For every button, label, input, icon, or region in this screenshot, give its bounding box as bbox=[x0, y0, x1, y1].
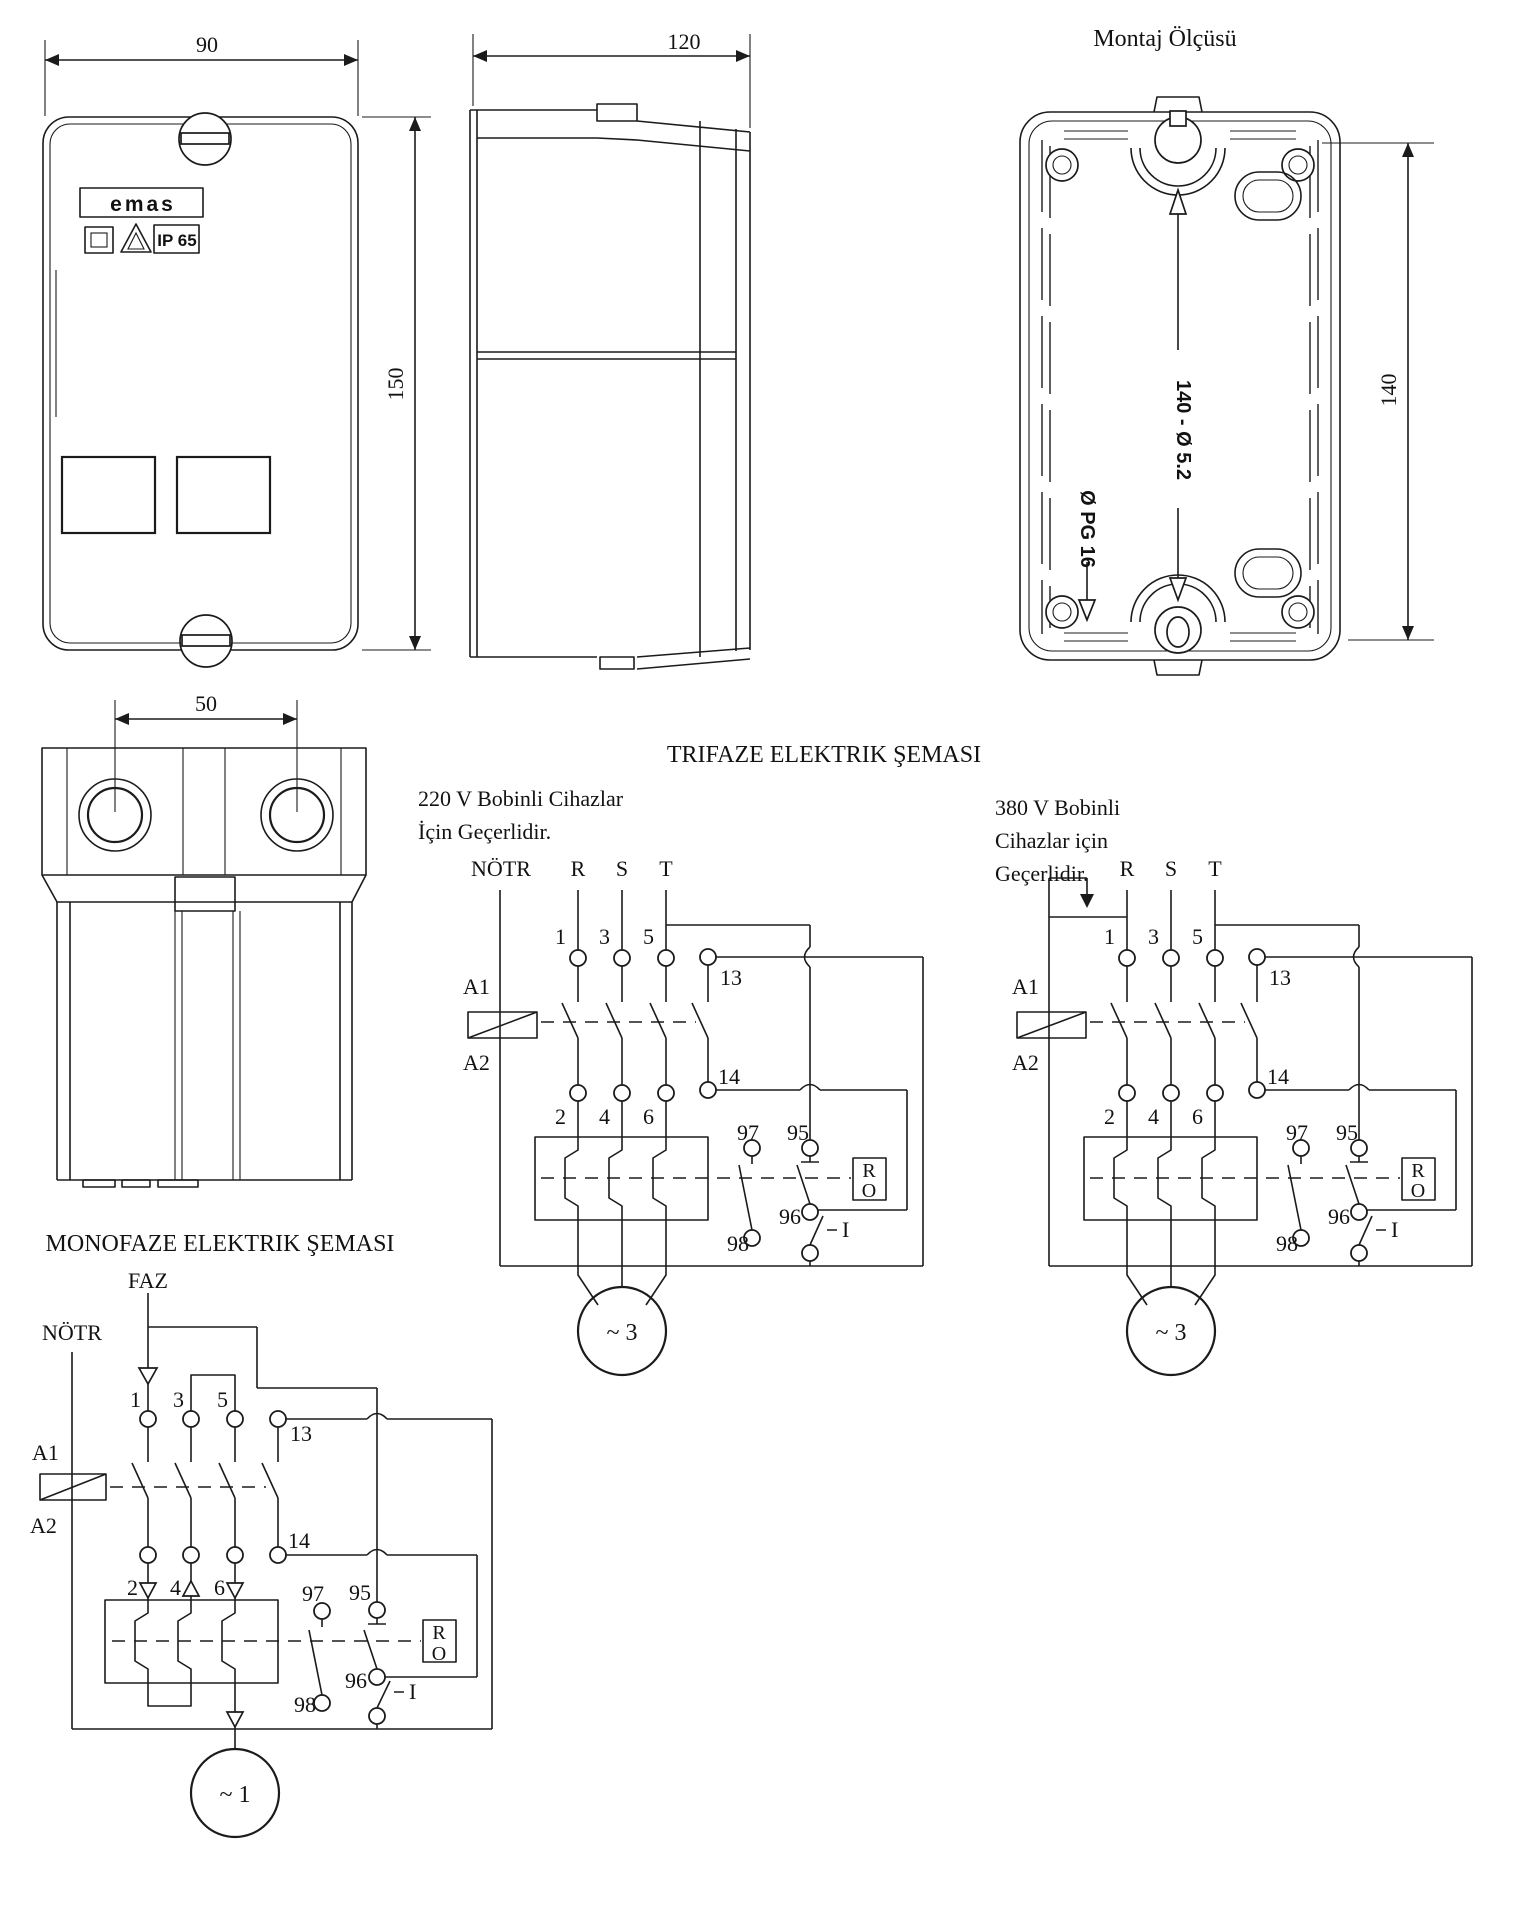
trifaze-title: TRIFAZE ELEKTRIK ŞEMASI bbox=[666, 742, 982, 768]
terminal-3 bbox=[1163, 950, 1179, 966]
hole-dim-arrow-up bbox=[1170, 190, 1186, 214]
note-line3: Geçerlidir. bbox=[995, 861, 1089, 886]
terminal-96 bbox=[369, 1669, 385, 1685]
feed-arrowhead bbox=[1080, 894, 1094, 908]
label-97: 97 bbox=[302, 1581, 324, 1606]
foot-tab bbox=[158, 1180, 198, 1187]
mounting-title: Montaj Ölçüsü bbox=[1093, 26, 1237, 52]
side-profile bbox=[470, 110, 750, 669]
triangle-icon bbox=[121, 224, 151, 252]
label-a1: A1 bbox=[1012, 974, 1039, 999]
terminal-4 bbox=[1163, 1085, 1179, 1101]
terminal-4 bbox=[614, 1085, 630, 1101]
reset-label: R bbox=[1411, 1160, 1425, 1182]
monofaze-schematic bbox=[30, 1268, 492, 1837]
wires bbox=[72, 1293, 492, 1749]
gland-spacing-dim: 50 bbox=[195, 691, 217, 716]
brand-logo: emas bbox=[110, 193, 176, 216]
label-start: I bbox=[409, 1679, 417, 1704]
label-3: 3 bbox=[173, 1387, 184, 1412]
note-line1: 380 V Bobinli bbox=[995, 795, 1121, 820]
mount-bottom-tab bbox=[1154, 660, 1202, 675]
terminal-5 bbox=[227, 1411, 243, 1427]
terminal-3 bbox=[614, 950, 630, 966]
terminal-6 bbox=[1207, 1085, 1223, 1101]
ip-rating: IP 65 bbox=[157, 231, 197, 250]
reset-label: R bbox=[862, 1160, 876, 1182]
terminal-4 bbox=[183, 1547, 199, 1563]
motor-feed-triangle bbox=[227, 1712, 243, 1727]
label-1: 1 bbox=[555, 924, 566, 949]
label-2: 2 bbox=[127, 1575, 138, 1600]
phase-s-label: S bbox=[1164, 856, 1178, 881]
front-view bbox=[43, 32, 431, 667]
terminal-1 bbox=[570, 950, 586, 966]
trifaze-380v-schematic bbox=[995, 795, 1472, 1375]
label-98: 98 bbox=[1276, 1231, 1298, 1256]
label-4: 4 bbox=[599, 1104, 610, 1129]
top-screw-slot bbox=[181, 133, 229, 144]
terminal-2 bbox=[140, 1547, 156, 1563]
mount-holes-dim: 140 - Ø 5.2 bbox=[1172, 379, 1194, 481]
label-96: 96 bbox=[1328, 1204, 1350, 1229]
stop-label: O bbox=[431, 1643, 447, 1665]
terminal-96 bbox=[1351, 1204, 1367, 1220]
terminal-95 bbox=[369, 1602, 385, 1618]
link-triangle-6 bbox=[227, 1583, 243, 1598]
label-5: 5 bbox=[1192, 924, 1203, 949]
mount-top-screw-notch bbox=[1170, 111, 1186, 126]
link-triangle-2 bbox=[140, 1583, 156, 1598]
start-contact-terminal bbox=[802, 1245, 818, 1261]
terminal-3 bbox=[183, 1411, 199, 1427]
side-depth-dim: 120 bbox=[667, 29, 701, 54]
depth-dim-extensions bbox=[473, 34, 750, 128]
label-14: 14 bbox=[288, 1528, 310, 1553]
note-line1: 220 V Bobinli Cihazlar bbox=[418, 786, 624, 811]
gland-slot-top-inner bbox=[1243, 180, 1293, 212]
front-width-dim: 90 bbox=[196, 32, 218, 57]
terminal-14 bbox=[700, 1082, 716, 1098]
corner-boss bbox=[1046, 596, 1078, 628]
label-a2: A2 bbox=[1012, 1050, 1039, 1075]
terminal-2 bbox=[1119, 1085, 1135, 1101]
body-shoulders bbox=[42, 875, 366, 902]
label-14: 14 bbox=[1267, 1064, 1289, 1089]
corner-boss bbox=[1046, 149, 1078, 181]
terminal-13 bbox=[1249, 949, 1265, 965]
center-tab bbox=[175, 877, 235, 911]
label-13: 13 bbox=[1269, 965, 1291, 990]
coil-diagonal bbox=[40, 1474, 106, 1500]
neutral-label: NÖTR bbox=[42, 1320, 102, 1345]
label-5: 5 bbox=[217, 1387, 228, 1412]
label-6: 6 bbox=[1192, 1104, 1203, 1129]
label-3: 3 bbox=[599, 924, 610, 949]
terminal-5 bbox=[1207, 950, 1223, 966]
gland-arrow-down bbox=[1079, 600, 1095, 620]
gland-slot-bottom-inner bbox=[1243, 557, 1293, 589]
monofaze-title: MONOFAZE ELEKTRIK ŞEMASI bbox=[45, 1231, 395, 1257]
mount-bottom-screw-slot bbox=[1167, 617, 1189, 647]
label-2: 2 bbox=[1104, 1104, 1115, 1129]
terminal-14 bbox=[270, 1547, 286, 1563]
label-start: I bbox=[842, 1217, 850, 1242]
label-a2: A2 bbox=[30, 1513, 57, 1538]
terminal-2 bbox=[570, 1085, 586, 1101]
gland-block bbox=[42, 748, 366, 875]
label-13: 13 bbox=[720, 965, 742, 990]
label-97: 97 bbox=[1286, 1120, 1308, 1145]
trifaze-220v-schematic bbox=[418, 786, 923, 1375]
label-95: 95 bbox=[1336, 1120, 1358, 1145]
square-icon bbox=[85, 227, 113, 253]
terminal-13 bbox=[700, 949, 716, 965]
label-5: 5 bbox=[643, 924, 654, 949]
stop-label: O bbox=[861, 1180, 877, 1202]
corner-boss bbox=[1282, 149, 1314, 181]
front-window-left bbox=[62, 457, 155, 533]
square-icon-inner bbox=[91, 233, 107, 247]
note-line2: Cihazlar için bbox=[995, 828, 1109, 853]
foot-tab bbox=[122, 1180, 150, 1187]
label-95: 95 bbox=[349, 1580, 371, 1605]
terminal-5 bbox=[658, 950, 674, 966]
hole-dim-arrow-down bbox=[1170, 578, 1186, 600]
label-1: 1 bbox=[1104, 924, 1115, 949]
front-window-right bbox=[177, 457, 270, 533]
front-inner-body bbox=[50, 124, 351, 643]
side-bottom-foot bbox=[600, 657, 634, 669]
label-13: 13 bbox=[290, 1421, 312, 1446]
label-14: 14 bbox=[718, 1064, 740, 1089]
label-98: 98 bbox=[294, 1692, 316, 1717]
gland-dim-extensions bbox=[115, 700, 297, 812]
motor-label: ~ 3 bbox=[606, 1320, 638, 1346]
note-line2: İçin Geçerlidir. bbox=[418, 819, 552, 844]
terminal-6 bbox=[227, 1547, 243, 1563]
coil-diagonal bbox=[1017, 1012, 1086, 1038]
label-a1: A1 bbox=[32, 1440, 59, 1465]
terminal-13 bbox=[270, 1411, 286, 1427]
label-6: 6 bbox=[643, 1104, 654, 1129]
terminal-1 bbox=[140, 1411, 156, 1427]
reset-label: R bbox=[432, 1622, 446, 1644]
label-97: 97 bbox=[737, 1120, 759, 1145]
link-triangle-4 bbox=[183, 1581, 199, 1596]
label-2: 2 bbox=[555, 1104, 566, 1129]
bottom-screw-slot bbox=[182, 635, 230, 646]
mount-top-tab bbox=[1154, 97, 1202, 112]
phase-s-label: S bbox=[615, 856, 629, 881]
label-1: 1 bbox=[130, 1387, 141, 1412]
phase-r-label: R bbox=[570, 856, 586, 881]
terminal-1 bbox=[1119, 950, 1135, 966]
terminal-96 bbox=[802, 1204, 818, 1220]
start-contact-terminal bbox=[1351, 1245, 1367, 1261]
faz-connector-triangle bbox=[139, 1368, 157, 1384]
neutral-label: NÖTR bbox=[471, 856, 531, 881]
side-view bbox=[470, 29, 750, 669]
label-96: 96 bbox=[345, 1668, 367, 1693]
label-95: 95 bbox=[787, 1120, 809, 1145]
label-4: 4 bbox=[1148, 1104, 1159, 1129]
mounting-view bbox=[1020, 26, 1434, 675]
mount-gland-label: Ø PG 16 bbox=[1076, 490, 1098, 568]
front-height-dim: 150 bbox=[383, 367, 408, 401]
side-top-step bbox=[597, 104, 637, 121]
body-sides bbox=[57, 902, 352, 1180]
label-96: 96 bbox=[779, 1204, 801, 1229]
coil-diagonal bbox=[468, 1012, 537, 1038]
faz-label: FAZ bbox=[128, 1268, 168, 1293]
corner-boss bbox=[1282, 596, 1314, 628]
front-outer-body bbox=[43, 117, 358, 650]
label-start: I bbox=[1391, 1217, 1399, 1242]
phase-t-label: T bbox=[659, 856, 673, 881]
center-channel bbox=[175, 911, 240, 1180]
gland-slot-bottom bbox=[1235, 549, 1301, 597]
phase-r-label: R bbox=[1119, 856, 1135, 881]
terminal-98 bbox=[314, 1695, 330, 1711]
phase-t-label: T bbox=[1208, 856, 1222, 881]
label-a2: A2 bbox=[463, 1050, 490, 1075]
motor-label: ~ 1 bbox=[219, 1782, 251, 1808]
label-3: 3 bbox=[1148, 924, 1159, 949]
gland-block-lines bbox=[67, 748, 341, 875]
terminal-6 bbox=[658, 1085, 674, 1101]
stop-label: O bbox=[1410, 1180, 1426, 1202]
label-6: 6 bbox=[214, 1575, 225, 1600]
bottom-view bbox=[42, 691, 366, 1187]
start-contact-terminal bbox=[369, 1708, 385, 1724]
label-98: 98 bbox=[727, 1231, 749, 1256]
mount-height-dim: 140 bbox=[1376, 373, 1401, 407]
terminal-14 bbox=[1249, 1082, 1265, 1098]
foot-tab bbox=[83, 1180, 115, 1187]
label-4: 4 bbox=[170, 1575, 181, 1600]
label-a1: A1 bbox=[463, 974, 490, 999]
motor-label: ~ 3 bbox=[1155, 1320, 1187, 1346]
